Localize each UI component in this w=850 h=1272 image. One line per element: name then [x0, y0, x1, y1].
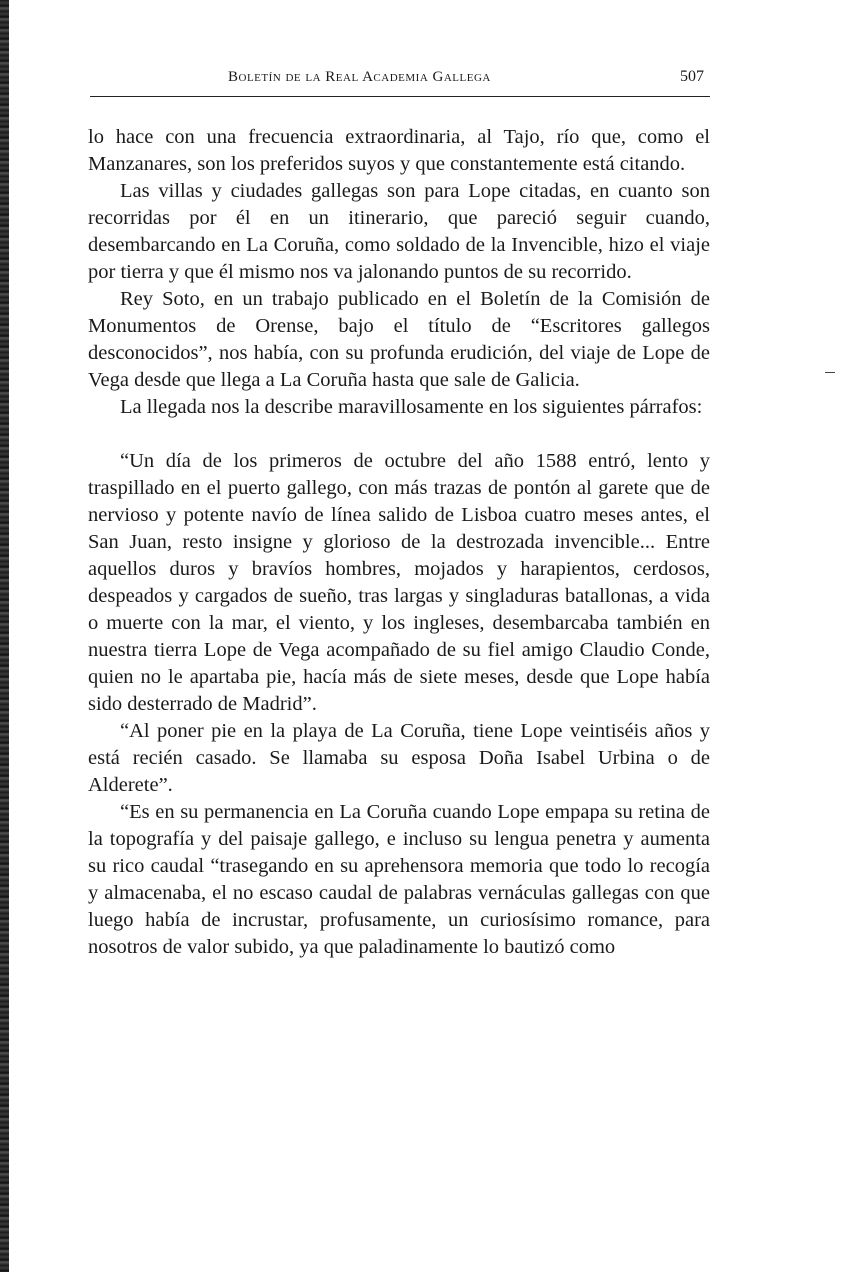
body-text	[88, 124, 710, 961]
page-number: 507	[680, 68, 704, 85]
quote-paragraph-arrival: “Un día de los primeros de octubre del año 1588 entró, lento y traspillado en el puerto gallego, con más trazas de pontón al garete que de nervioso y potente navío de línea salido de Lisboa cuatro meses antes, el San Juan, resto insigne y glorioso de la destrozada invencible... Entre aquellos duros y bravíos hombres, mojados y harapientos, cerdosos, despeados y cargados de sueño, tras largas y singladuras batallonas, a vida o muerte con la mar, el viento, y los ingleses, desembarcaba también en nuestra tierra Lope de Vega acompañado de su fiel amigo Claudio Conde, quien no le apartaba pie, hacía más de siete meses, desde que Lope había sido desterrado de Madrid”.	[88, 450, 710, 715]
page-header	[90, 62, 710, 98]
paragraph-llegada: La llegada nos la describe maravillosamente en los siguientes párrafos:	[120, 396, 703, 418]
book-spine-edge	[0, 0, 9, 1272]
running-title: Boletín de la Real Academia Gallega	[228, 69, 491, 85]
header-rule	[90, 96, 710, 97]
paragraph-rey-soto: Rey Soto, en un trabajo publicado en el Boletín de la Comisión de Monumentos de Orense, bajo el título de “Escritores gallegos desconocidos”, nos había, con su profunda erudición, del viaje de Lope de Vega desde que llega a La Coruña hasta que sale de Galicia.	[88, 288, 710, 391]
margin-mark	[825, 372, 835, 373]
paragraph-villas: Las villas y ciudades gallegas son para Lope citadas, en cuanto son recorridas por él en un itinerario, que pareció seguir cuando, desembarcando en La Coruña, como soldado de la Invencible, hizo el viaje por tierra y que él mismo nos va jalonando puntos de su recorrido.	[88, 180, 710, 283]
quote-paragraph-coruna: “Al poner pie en la playa de La Coruña, tiene Lope veintiséis años y está recién casado. Se llamaba su esposa Doña Isabel Urbina o de Alderete”.	[88, 720, 710, 796]
quote-paragraph-permanencia: “Es en su permanencia en La Coruña cuando Lope empapa su retina de la topografía y del paisaje gallego, e incluso su lengua penetra y aumenta su rico caudal “trasegando en su aprehensora memoria que todo lo recogía y almacenaba, el no escaso caudal de palabras vernáculas gallegas con que luego había de incrustar, profusamente, un curiosísimo romance, para nosotros de valor subido, ya que paladinamente lo bautizó como	[88, 801, 710, 958]
paragraph-continuation: lo hace con una frecuencia extraordinaria, al Tajo, río que, como el Manzanares, son los preferidos suyos y que constantemente está citando.	[88, 126, 710, 175]
